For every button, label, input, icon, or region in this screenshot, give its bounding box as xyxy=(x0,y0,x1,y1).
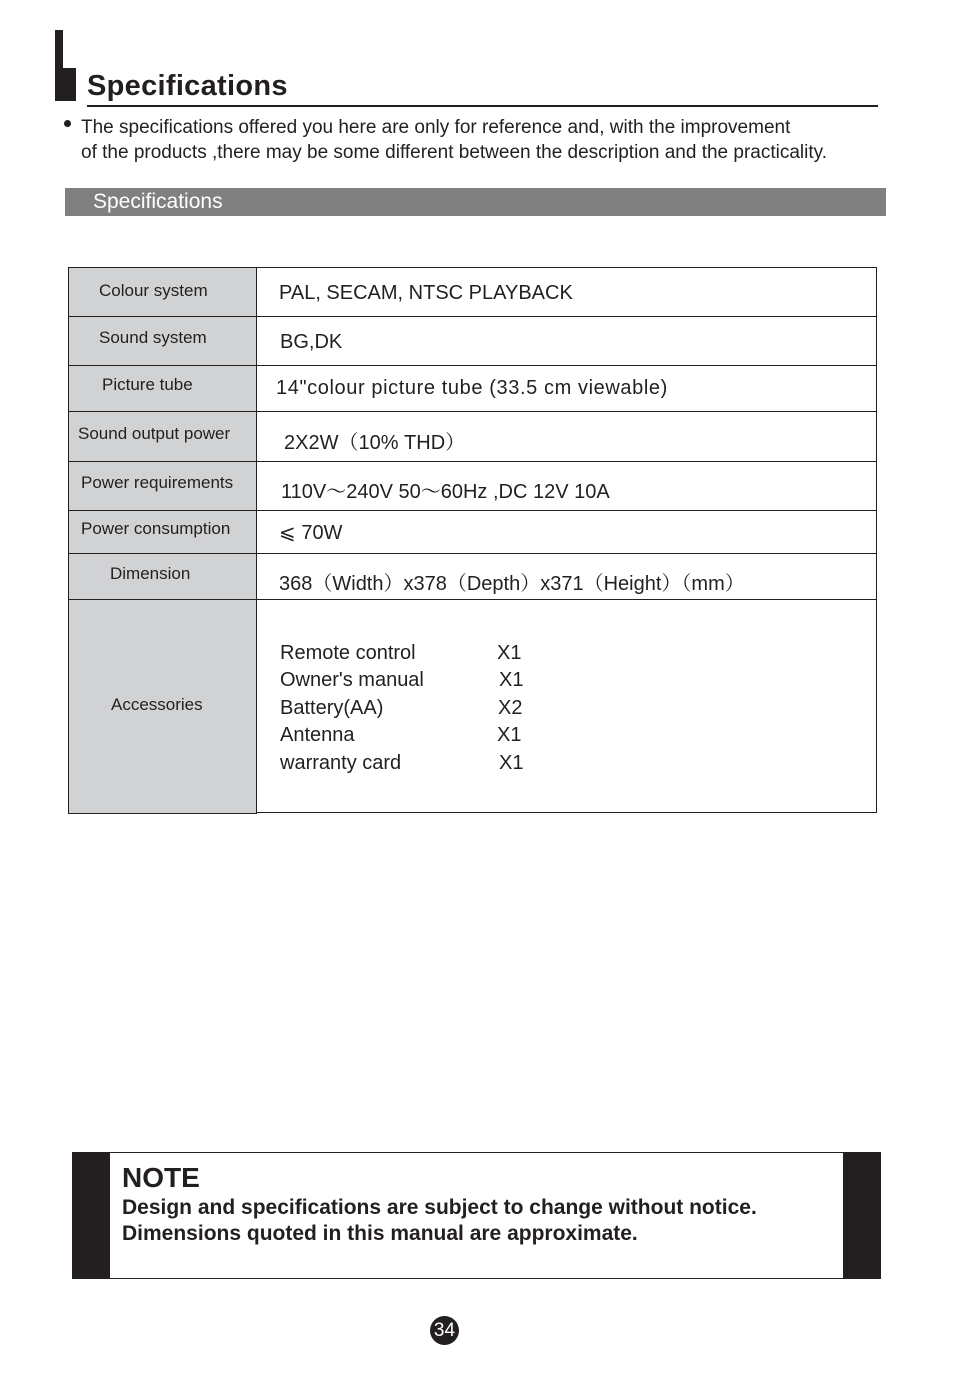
spec-value-picture-tube: 14"colour picture tube (33.5 cm viewable) xyxy=(276,377,668,399)
row-divider xyxy=(68,365,877,366)
page-number: 34 xyxy=(430,1316,459,1345)
spec-label-colour-system: Colour system xyxy=(99,281,208,300)
note-left-bar xyxy=(72,1152,110,1279)
spec-label-sound-system: Sound system xyxy=(99,328,207,347)
note-title: NOTE xyxy=(122,1162,200,1193)
intro-line-2: of the products ,there may be some different between the description and the practicality. xyxy=(81,142,828,163)
spec-value-power-consumption: ⩽ 70W xyxy=(279,522,343,544)
section-header-label: Specifications xyxy=(93,190,223,213)
spec-table xyxy=(68,267,877,814)
accessory-name: warranty card xyxy=(280,752,402,774)
row-divider xyxy=(68,316,877,317)
accessory-name: Owner's manual xyxy=(280,669,424,691)
spec-value-sound-output: 2X2W（10% THD） xyxy=(284,432,466,454)
intro-paragraph xyxy=(81,115,921,165)
accessory-qty: X1 xyxy=(497,642,522,664)
label-column xyxy=(68,267,256,814)
note-line-2: Dimensions quoted in this manual are approximate. xyxy=(122,1222,638,1245)
title-rule xyxy=(87,105,878,107)
spec-value-colour-system: PAL, SECAM, NTSC PLAYBACK xyxy=(279,282,573,304)
row-divider xyxy=(68,510,877,511)
page-title: Specifications xyxy=(87,70,288,102)
spec-value-power-req: 110V～240V 50～60Hz ,DC 12V 10A xyxy=(281,481,610,503)
column-divider xyxy=(256,267,257,814)
spec-label-dimension: Dimension xyxy=(110,564,191,583)
accessory-name: Antenna xyxy=(280,724,355,746)
spec-label-sound-output: Sound output power xyxy=(78,424,231,443)
spec-label-power-req: Power requirements xyxy=(81,473,234,492)
accessory-name: Battery(AA) xyxy=(280,697,384,719)
note-right-bar xyxy=(843,1152,881,1279)
spec-value-dimension: 368（Width）x378（Depth）x371（Height）（mm） xyxy=(279,573,745,595)
note-line-1: Design and specifications are subject to change without notice. xyxy=(122,1196,757,1219)
accessory-qty: X2 xyxy=(498,697,523,719)
accessory-name: Remote control xyxy=(280,642,416,664)
accessory-qty: X1 xyxy=(499,669,524,691)
accessory-qty: X1 xyxy=(499,752,524,774)
row-divider xyxy=(68,461,877,462)
bullet-icon xyxy=(64,120,71,127)
row-divider xyxy=(68,553,877,554)
row-divider xyxy=(68,411,877,412)
header-marker-foot xyxy=(55,68,76,101)
spec-value-sound-system: BG,DK xyxy=(280,331,343,353)
spec-label-accessories: Accessories xyxy=(111,695,203,714)
row-divider xyxy=(68,599,877,600)
section-header-bar xyxy=(65,188,886,216)
intro-line-1: The specifications offered you here are only for reference and, with the improvement xyxy=(81,117,791,138)
spec-label-power-consumption: Power consumption xyxy=(81,519,231,538)
accessory-qty: X1 xyxy=(497,724,522,746)
spec-label-picture-tube: Picture tube xyxy=(102,375,193,394)
